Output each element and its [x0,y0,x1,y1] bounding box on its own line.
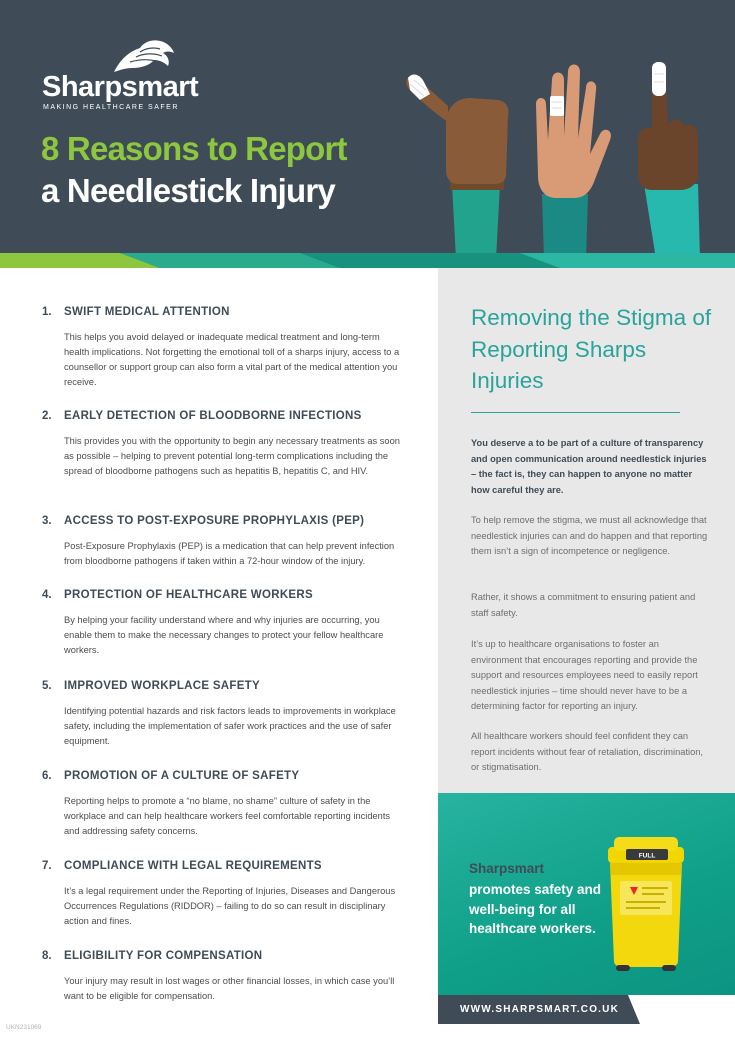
reason-heading: PROMOTION OF A CULTURE OF SAFETY [64,770,300,782]
reason-heading: EARLY DETECTION OF BLOODBORNE INFECTIONS [64,410,362,422]
promo-box [438,793,735,995]
reason-number: 6. [42,770,52,782]
bin-label: FULL [638,852,656,860]
header-banner [0,0,735,268]
reason-number: 2. [42,410,52,422]
horse-logo-icon [110,38,176,74]
sidebar-intro: You deserve a to be part of a culture of transparency and open communication around needlestick injuries – the fact is, they can happen to anyone no matter how careful they are. [471,438,707,495]
reason-heading: ACCESS TO POST-EXPOSURE PROPHYLAXIS (PEP) [64,515,365,527]
sidebar-divider [471,412,680,413]
stigma-sidebar [438,268,735,793]
reason-heading: ELIGIBILITY FOR COMPENSATION [64,950,263,962]
thumbs-up-hand-icon [406,75,508,259]
reason-number: 5. [42,680,52,692]
raised-hands-illustration [400,44,700,259]
reason-number: 4. [42,589,52,601]
open-palm-hand-icon [536,65,611,260]
promo-text: promotes safety and well-being for all healthcare workers. [469,882,602,936]
website-link[interactable]: WWW.SHARPSMART.CO.UK [460,1004,619,1015]
sidebar-paragraph-4: All healthcare workers should feel confident they can report incidents without fear of retaliation, discrimination, or stigmatisation. [471,731,704,772]
reason-body: Identifying potential hazards and risk factors leads to improvements in workplace safety, including the implementation of safer work practices and the use of safer equipment. [64,706,396,746]
promo-brand: Sharpsmart [469,861,545,876]
reason-body: It’s a legal requirement under the Reporting of Injuries, Diseases and Dangerous Occurrences Regulations (RIDDOR) – failing to do so can result in disciplinary action and fines. [64,886,396,926]
sidebar-paragraph-1: To help remove the stigma, we must all acknowledge that needlestick injuries can and do happen and that reporting them isn’t a sign of incompetence or negligence. [471,515,708,556]
reason-body: This helps you avoid delayed or inadequate medical treatment and long-term health implications. Not forgetting the emotional toll of a sharps injury, access to a counsellor or support group can also form a vital part of the medical attention you receive. [64,332,400,387]
reason-heading: PROTECTION OF HEALTHCARE WORKERS [64,589,313,601]
reason-heading: IMPROVED WORKPLACE SAFETY [64,680,260,692]
brand-name: Sharpsmart [42,71,199,103]
sidebar-title: Removing the Stigma of Reporting Sharps Injuries [471,305,712,393]
sharps-container-icon [604,833,688,973]
reason-heading: SWIFT MEDICAL ATTENTION [64,306,230,318]
reason-body: This provides you with the opportunity to begin any necessary treatments as soon as possible – helping to prevent potential long-term complications including the spread of bloodborne pathogens such as hepatitis B, hepatitis C, and HIV. [64,436,400,476]
reason-number: 1. [42,306,52,318]
reason-number: 7. [42,860,52,872]
reason-body: By helping your facility understand where and why injuries are occurring, you enable them to make the necessary changes to protect your fellow healthcare workers. [64,615,384,655]
sidebar-paragraph-3: It’s up to healthcare organisations to foster an environment that encourages reporting and provide the support and resources employees need to easily report needlestick injuries – time should never have to be a determining factor for reporting an injury. [471,639,698,711]
green-stripe-divider [0,253,735,268]
sidebar-paragraph-2: Rather, it shows a commitment to ensuring patient and staff safety. [471,592,696,618]
reason-body: Post-Exposure Prophylaxis (PEP) is a medication that can help prevent infection from bloodborne pathogens if taken within a 72-hour window of the injury. [64,541,395,566]
page-title-line1: 8 Reasons to Report [41,130,347,167]
page-title-line2: a Needlestick Injury [41,172,335,209]
reason-number: 3. [42,515,52,527]
document-code: UKN231069 [6,1024,42,1031]
pointing-hand-icon [638,62,700,259]
reason-number: 8. [42,950,52,962]
reason-heading: COMPLIANCE WITH LEGAL REQUIREMENTS [64,860,322,872]
reason-body: Your injury may result in lost wages or other financial losses, in which case you’ll want to be eligible for compensation. [64,976,395,1001]
reason-body: Reporting helps to promote a “no blame, no shame” culture of safety in the workplace and can help healthcare workers feel comfortable reporting incidents and addressing safety concerns. [64,796,391,836]
brand-tagline: MAKING HEALTHCARE SAFER [43,104,179,111]
